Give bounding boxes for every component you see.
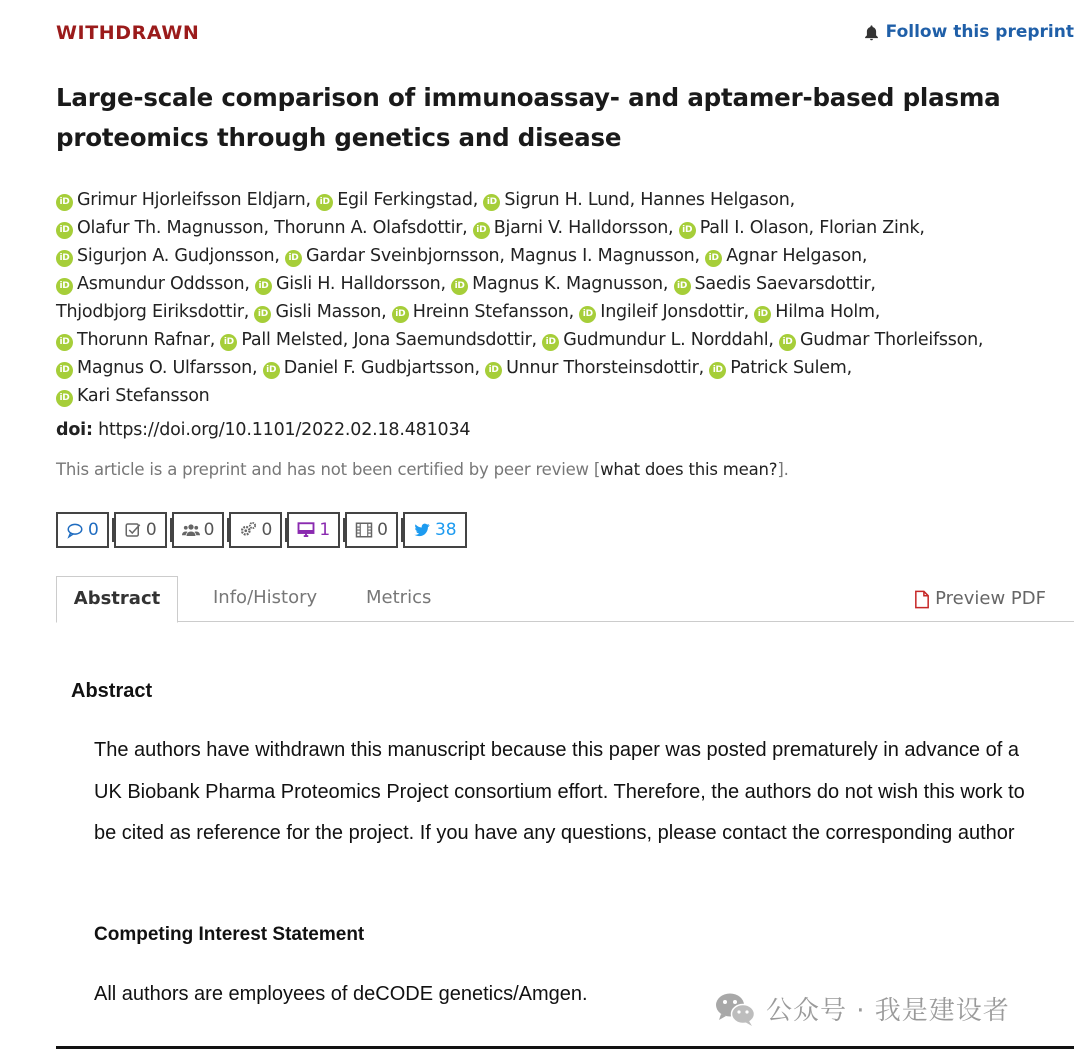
doi-line: [56, 420, 470, 440]
author-name-text: Asmundur Oddsson: [77, 274, 245, 294]
author-name-text: Saedis Saevarsdottir: [694, 274, 871, 294]
author-name[interactable]: Florian Zink,: [819, 218, 925, 238]
author-name-text: Gisli Masson: [275, 302, 382, 322]
author-name-text: Hannes Helgason: [640, 190, 790, 210]
community-metric[interactable]: [172, 512, 225, 548]
competing-interest-heading: Competing Interest Statement: [94, 924, 365, 945]
pdf-file-icon: [914, 590, 930, 609]
monitor-icon: [297, 521, 315, 539]
orcid-icon[interactable]: iD: [754, 306, 771, 323]
bottom-divider: [56, 1046, 1074, 1049]
author-name[interactable]: iD Sigrun H. Lund,: [483, 190, 635, 210]
preview-pdf-label: Preview PDF: [935, 588, 1046, 609]
abstract-heading: Abstract: [71, 680, 153, 702]
automated-count: 0: [261, 520, 273, 540]
author-name-text: Unnur Thorsteinsdottir: [506, 358, 699, 378]
watermark-text: 公众号 · 我是建设者: [766, 996, 1010, 1026]
abstract-text: The authors have withdrawn this manuscript because this paper was posted prematurely in advance of a UK Biobank Pharma Proteomics Project consortium effort. Therefore, the authors do not wish this work to be cited as reference for the project. If you have any questions, please contact the corresponding author: [94, 739, 1025, 844]
author-name-text: Ingileif Jonsdottir: [600, 302, 744, 322]
gears-icon: [239, 521, 257, 539]
article-title: Large-scale comparison of immunoassay- and aptamer-based plasma proteomics through genetics and disease: [56, 83, 1001, 152]
author-name-text: Pall I. Olason: [699, 218, 809, 238]
author-name-text: Agnar Helgason: [726, 246, 862, 266]
twitter-bird-icon: [413, 521, 431, 539]
author-name[interactable]: iD Magnus O. Ulfarsson,: [56, 358, 257, 378]
author-name-text: Thorunn Rafnar: [77, 330, 210, 350]
orcid-icon[interactable]: iD: [285, 250, 302, 267]
author-name-text: Gisli H. Halldorsson: [275, 274, 441, 294]
author-name-text: Sigurjon A. Gudjonsson: [77, 246, 275, 266]
automated-metric[interactable]: [229, 512, 282, 548]
author-name-text: Daniel F. Gudbjartsson: [283, 358, 475, 378]
videos-count: 0: [377, 520, 388, 540]
author-name-text: Patrick Sulem: [730, 358, 847, 378]
follow-preprint-label: Follow this preprint: [885, 22, 1074, 42]
orcid-icon[interactable]: iD: [56, 390, 73, 407]
orcid-icon[interactable]: iD: [56, 250, 73, 267]
preprint-disclaimer: [56, 460, 789, 479]
author-name[interactable]: Jona Saemundsdottir,: [353, 330, 537, 350]
author-name-text: Gardar Sveinbjornsson: [306, 246, 500, 266]
users-icon: [182, 521, 200, 539]
doi-link[interactable]: https://doi.org/10.1101/2022.02.18.481034: [98, 420, 471, 440]
author-name[interactable]: Hannes Helgason,: [640, 190, 795, 210]
author-name[interactable]: iD Hilma Holm,: [754, 302, 880, 322]
author-name-text: Thorunn A. Olafsdottir: [274, 218, 463, 238]
preprint-disclaimer-suffix: ].: [777, 460, 789, 479]
orcid-icon[interactable]: iD: [542, 334, 559, 351]
doi-label: doi:: [56, 420, 93, 440]
orcid-icon[interactable]: iD: [220, 334, 237, 351]
author-name[interactable]: iD Ingileif Jonsdottir,: [579, 302, 749, 322]
preprint-disclaimer-text: This article is a preprint and has not been certified by peer review [: [56, 460, 601, 479]
author-name[interactable]: Thjodbjorg Eiriksdottir,: [56, 302, 250, 322]
competing-interest-text: All authors are employees of deCODE genetics/Amgen.: [94, 983, 588, 1005]
author-name[interactable]: iD Agnar Helgason,: [705, 246, 867, 266]
bell-icon: [863, 24, 880, 41]
author-name-text: Gudmundur L. Norddahl: [563, 330, 769, 350]
author-name-text: Gudmar Thorleifsson: [800, 330, 978, 350]
community-count: 0: [203, 520, 215, 540]
author-name-text: Florian Zink: [819, 218, 920, 238]
author-name[interactable]: iD Pall Melsted,: [220, 330, 348, 350]
metrics-bar: [56, 512, 472, 548]
author-name[interactable]: [56, 386, 210, 406]
orcid-icon[interactable]: iD: [674, 278, 691, 295]
presentations-count: 1: [319, 520, 331, 540]
article-tabs: [56, 576, 1074, 622]
author-name[interactable]: iD Egil Ferkingstad,: [316, 190, 478, 210]
comments-metric[interactable]: [56, 512, 109, 548]
tab-info-history[interactable]: Info/History: [213, 587, 318, 608]
author-name[interactable]: iD Gudmar Thorleifsson,: [779, 330, 983, 350]
tweets-count: 38: [434, 520, 457, 540]
author-name-text: Grimur Hjorleifsson Eldjarn: [77, 190, 306, 210]
reviews-count: 0: [145, 520, 157, 540]
author-name-text: Egil Ferkingstad: [337, 190, 473, 210]
orcid-icon[interactable]: iD: [56, 194, 73, 211]
orcid-icon[interactable]: iD: [705, 250, 722, 267]
tweets-metric[interactable]: [403, 512, 467, 548]
orcid-icon[interactable]: iD: [56, 362, 73, 379]
author-name-text: Jona Saemundsdottir: [353, 330, 532, 350]
author-name[interactable]: Magnus I. Magnusson,: [510, 246, 700, 266]
orcid-icon[interactable]: iD: [483, 194, 500, 211]
author-name-text: Hilma Holm: [775, 302, 875, 322]
author-name[interactable]: iD Grimur Hjorleifsson Eldjarn,: [56, 190, 311, 210]
tab-metrics[interactable]: Metrics: [366, 587, 432, 608]
wechat-watermark: [714, 990, 1010, 1027]
author-name[interactable]: iD Pall I. Olason,: [679, 218, 814, 238]
author-name-text: Thjodbjorg Eiriksdottir: [56, 302, 244, 322]
comments-count: 0: [88, 520, 99, 540]
author-name-text: Hreinn Stefansson: [412, 302, 569, 322]
videos-metric[interactable]: [345, 512, 398, 548]
author-name-text: Magnus K. Magnusson: [472, 274, 663, 294]
author-name[interactable]: iD Saedis Saevarsdottir,: [674, 274, 876, 294]
author-name[interactable]: iD Thorunn Rafnar,: [56, 330, 215, 350]
author-name-text: Bjarni V. Halldorsson: [493, 218, 669, 238]
author-name-text: Olafur Th. Magnusson: [77, 218, 264, 238]
author-name[interactable]: iD Gisli Masson,: [254, 302, 386, 322]
orcid-icon[interactable]: iD: [473, 222, 490, 239]
author-name[interactable]: iD Daniel F. Gudbjartsson,: [263, 358, 480, 378]
author-name-text: Magnus O. Ulfarsson: [77, 358, 253, 378]
film-icon: [355, 521, 373, 539]
author-name[interactable]: iD Bjarni V. Halldorsson,: [473, 218, 674, 238]
orcid-icon[interactable]: iD: [56, 334, 73, 351]
author-name[interactable]: iD Olafur Th. Magnusson,: [56, 218, 269, 238]
preview-pdf-link[interactable]: [914, 576, 1046, 622]
author-name[interactable]: iD Patrick Sulem,: [709, 358, 852, 378]
author-name-text: Sigrun H. Lund: [504, 190, 630, 210]
author-name[interactable]: iD Sigurjon A. Gudjonsson,: [56, 246, 280, 266]
author-name[interactable]: iD Hreinn Stefansson,: [392, 302, 574, 322]
reviews-metric[interactable]: [114, 512, 167, 548]
checkbox-icon: [124, 521, 142, 539]
author-name[interactable]: iD Magnus K. Magnusson,: [451, 274, 668, 294]
author-name[interactable]: iD Asmundur Oddsson,: [56, 274, 250, 294]
what-does-this-mean-link[interactable]: what does this mean?: [600, 460, 778, 479]
author-name-text: Kari Stefansson: [77, 386, 210, 406]
author-name[interactable]: iD Unnur Thorsteinsdottir,: [485, 358, 704, 378]
orcid-icon[interactable]: iD: [255, 278, 272, 295]
orcid-icon[interactable]: iD: [451, 278, 468, 295]
author-name[interactable]: iD Gisli H. Halldorsson,: [255, 274, 446, 294]
orcid-icon[interactable]: iD: [254, 306, 271, 323]
presentations-metric[interactable]: [287, 512, 340, 548]
orcid-icon[interactable]: iD: [709, 362, 726, 379]
orcid-icon[interactable]: iD: [316, 194, 333, 211]
comment-bubble-icon: [66, 521, 84, 539]
author-list: [56, 186, 1076, 410]
author-name[interactable]: iD Gardar Sveinbjornsson,: [285, 246, 505, 266]
follow-preprint-button[interactable]: [863, 22, 1074, 42]
orcid-icon[interactable]: iD: [485, 362, 502, 379]
author-name[interactable]: iD Gudmundur L. Norddahl,: [542, 330, 773, 350]
author-name-text: Magnus I. Magnusson: [510, 246, 695, 266]
withdrawn-label: WITHDRAWN: [56, 22, 200, 44]
orcid-icon[interactable]: iD: [579, 306, 596, 323]
orcid-icon[interactable]: iD: [392, 306, 409, 323]
author-name-text: Pall Melsted: [241, 330, 343, 350]
author-name[interactable]: Thorunn A. Olafsdottir,: [274, 218, 468, 238]
orcid-icon[interactable]: iD: [56, 222, 73, 239]
wechat-icon: [714, 991, 756, 1027]
orcid-icon[interactable]: iD: [263, 362, 280, 379]
orcid-icon[interactable]: iD: [779, 334, 796, 351]
tab-abstract[interactable]: Abstract: [56, 576, 178, 623]
orcid-icon[interactable]: iD: [679, 222, 696, 239]
orcid-icon[interactable]: iD: [56, 278, 73, 295]
